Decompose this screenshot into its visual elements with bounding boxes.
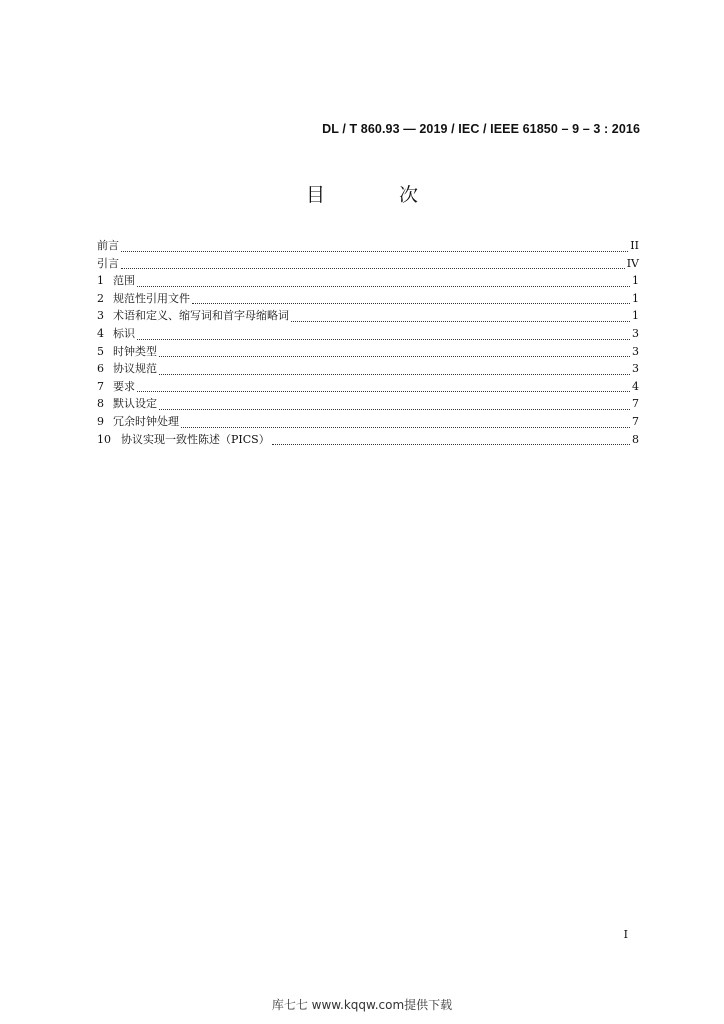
toc-entry-normative-references[interactable] [97,290,639,308]
toc-entry-page: IV [626,256,639,270]
page-number: I [623,928,628,941]
toc-entry-number: 4 [97,326,104,340]
toc-entry-protocol-specification[interactable] [97,360,639,378]
toc-entry-text: 引言 [97,256,119,270]
toc-entry-page: 8 [632,432,639,446]
toc-dot-leader [121,268,625,269]
toc-entry-number: 5 [97,344,104,358]
toc-entry-introduction[interactable] [97,255,639,273]
toc-entry-foreword[interactable] [97,237,639,255]
toc-entry-terms-definitions[interactable] [97,307,639,325]
toc-entry-page: 7 [632,397,639,411]
toc-dot-leader [121,251,628,252]
toc-entry-text: 默认设定 [113,397,157,411]
toc-entry-number: 3 [97,309,104,323]
toc-dot-leader [137,286,630,287]
toc-entry-requirements[interactable] [97,378,639,396]
toc-dot-leader [159,356,630,357]
toc-dot-leader [137,339,630,340]
toc-entry-text: 范围 [113,274,135,288]
toc-entry-page: 1 [632,274,639,288]
toc-entry-text: 规范性引用文件 [113,291,190,305]
toc-entry-number: 9 [97,414,104,428]
toc-entry-number: 7 [97,379,104,393]
toc-entry-number: 8 [97,397,104,411]
toc-entry-page: 1 [632,309,639,323]
toc-entry-number: 6 [97,362,104,376]
toc-entry-text: 前言 [97,239,119,252]
toc-entry-page: 4 [632,379,639,393]
toc-entry-text: 协议实现一致性陈述（PICS） [121,432,270,446]
download-watermark: 库七七 www.kqqw.com提供下载 [271,998,453,1012]
toc-entry-number: 10 [97,432,111,446]
toc-entry-page: 3 [632,362,639,376]
toc-entry-pics[interactable] [97,431,639,449]
toc-entry-number: 1 [97,274,104,288]
toc-entry-text: 时钟类型 [113,344,157,358]
toc-entry-number: 2 [97,291,104,305]
toc-entry-text: 协议规范 [113,362,157,376]
toc-dot-leader [159,374,630,375]
toc-entry-identification[interactable] [97,325,639,343]
table-of-contents [97,237,639,448]
toc-entry-page: 1 [632,291,639,305]
toc-entry-scope[interactable] [97,272,639,290]
toc-dot-leader [181,427,630,428]
toc-entry-page: 3 [632,344,639,358]
toc-title: 目 次 [305,184,453,206]
toc-entry-text: 术语和定义、缩写词和首字母缩略词 [113,309,289,323]
toc-dot-leader [272,444,630,445]
standard-number-header: DL / T 860.93 — 2019 / IEC / IEEE 61850 – 9 – 3 : 2016 [322,122,640,136]
toc-entry-page: II [630,239,639,252]
toc-entry-text: 冗余时钟处理 [113,414,179,428]
toc-entry-clock-types[interactable] [97,343,639,361]
toc-dot-leader [192,303,630,304]
toc-entry-page: 3 [632,326,639,340]
toc-entry-text: 要求 [113,379,135,393]
toc-dot-leader [137,391,630,392]
toc-entry-default-settings[interactable] [97,395,639,413]
toc-dot-leader [159,409,630,410]
toc-entry-redundant-clock-handling[interactable] [97,413,639,431]
toc-entry-page: 7 [632,414,639,428]
toc-dot-leader [291,321,630,322]
toc-entry-text: 标识 [113,326,135,340]
